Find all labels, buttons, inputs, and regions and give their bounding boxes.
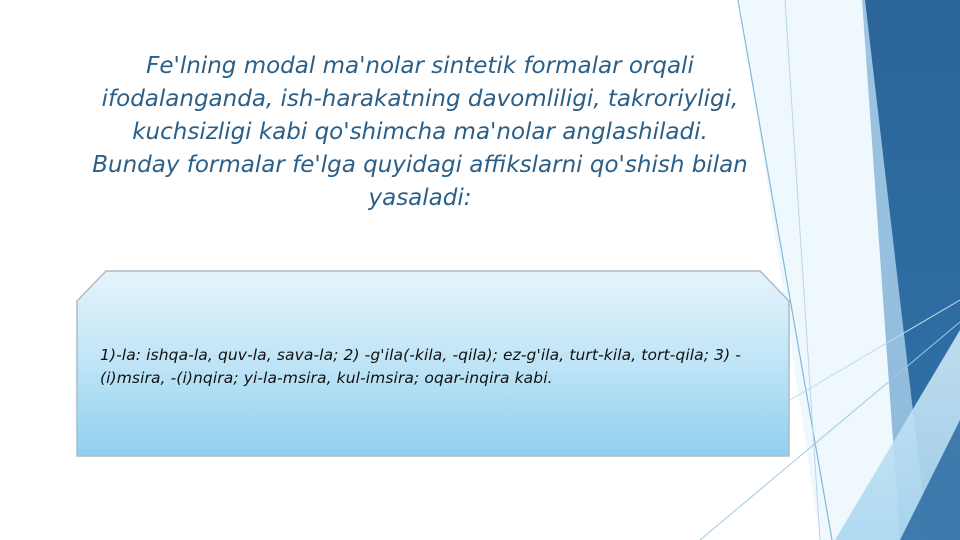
slide-text-block bbox=[40, 50, 800, 215]
example-box-text: 1)-la: ishqa-la, quv-la, sava-la; 2) -g'ila(-kila, -qila); ez-g'ila, turt-kila, tort-qila; 3) -(i)msira, -(i)nqira; yi-la-msira, kul-imsira; oqar-inqira kabi. bbox=[100, 346, 741, 387]
text-line-1: Fe'lning modal ma'nolar sintetik formalar orqali bbox=[146, 53, 694, 79]
example-box bbox=[76, 270, 790, 457]
text-line-5: yasaladi: bbox=[368, 185, 472, 211]
text-line-4: Bunday formalar fe'lga quyidagi affikslarni qo'shish bilan bbox=[92, 152, 748, 178]
text-line-2: ifodalanganda, ish-harakatning davomliligi, takroriyligi, bbox=[101, 86, 739, 112]
text-line-3: kuchsizligi kabi qo'shimcha ma'nolar anglashiladi. bbox=[132, 119, 708, 145]
